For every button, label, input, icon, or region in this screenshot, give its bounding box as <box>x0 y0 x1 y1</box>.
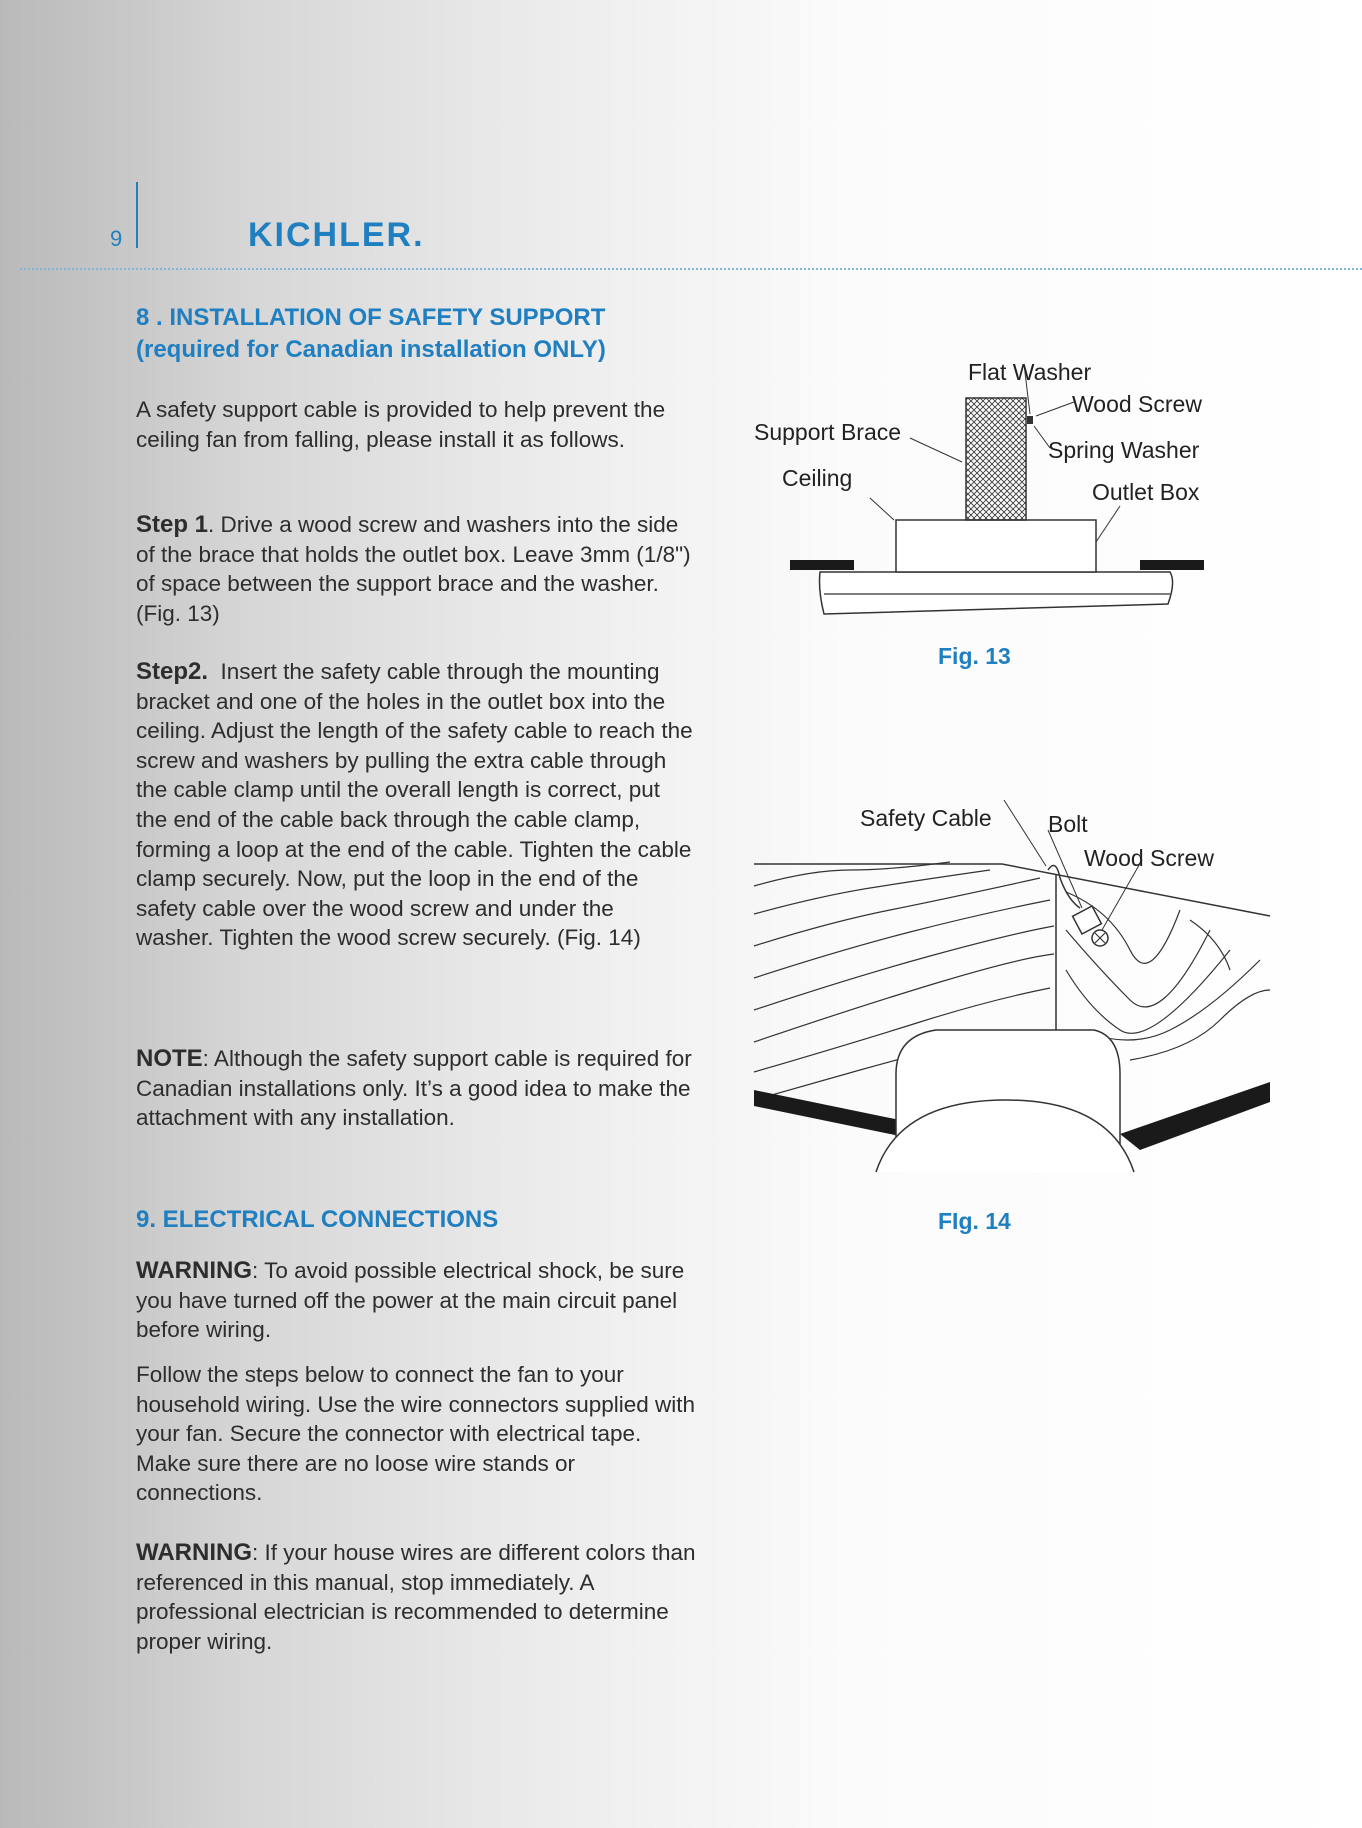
warning-1-text: : To avoid possible electrical shock, be sure you have turned off the power at the main circuit panel before wiring. <box>136 1258 685 1343</box>
safety-cable-shape <box>1048 866 1080 909</box>
ceiling-slab-left <box>790 560 854 570</box>
step-1-text: . Drive a wood screw and washers into the side of the brace that holds the outlet box. Leave 3mm (1/8") of space between the support brace and the washer. (Fig. 13) <box>136 512 691 626</box>
drywall-right <box>1120 1082 1270 1150</box>
warning-2 <box>136 1538 696 1656</box>
label-safety-cable: Safety Cable <box>860 805 992 831</box>
section-8 <box>136 302 696 366</box>
note-label: NOTE <box>136 1045 203 1072</box>
label-wood-screw-14: Wood Screw <box>1084 845 1214 871</box>
intro-text: A safety support cable is provided to help prevent the ceiling fan from falling, please install it as follows. <box>136 397 666 452</box>
warning-2-text: : If your house wires are different colors than referenced in this manual, stop immediately. A professional electrician is recommended to determine proper wiring. <box>136 1540 696 1654</box>
step-1-label: Step 1 <box>136 511 209 538</box>
label-bolt: Bolt <box>1048 811 1088 837</box>
warning-1 <box>136 1256 696 1345</box>
label-outlet-box: Outlet Box <box>1092 479 1200 505</box>
brand-logo: KICHLER. <box>248 216 425 254</box>
step-2-label: Step2. <box>136 658 209 685</box>
wood-screw-shape <box>1027 416 1033 424</box>
section-8-intro <box>136 395 696 454</box>
warning-1-label: WARNING <box>136 1257 252 1284</box>
fig-14-caption: FIg. 14 <box>938 1208 1011 1234</box>
label-wood-screw: Wood Screw <box>1072 391 1202 417</box>
fig-13-caption: Fig. 13 <box>938 643 1011 669</box>
wiring-paragraph <box>136 1360 696 1508</box>
section-9 <box>136 1204 696 1236</box>
fig-13-diagram <box>740 350 1260 630</box>
note <box>136 1044 696 1133</box>
step-1 <box>136 510 696 628</box>
ceiling-slab-right <box>1140 560 1204 570</box>
section-8-title-line1: 8 . INSTALLATION OF SAFETY SUPPORT <box>136 304 606 331</box>
warning-2-label: WARNING <box>136 1539 252 1566</box>
step-2 <box>136 657 696 953</box>
label-support-brace: Support Brace <box>754 419 902 445</box>
section-9-title: 9. ELECTRICAL CONNECTIONS <box>136 1206 499 1233</box>
label-spring-washer: Spring Washer <box>1048 437 1200 463</box>
wiring-text: Follow the steps below to connect the fan to your household wiring. Use the wire connectors supplied with your fan. Secure the connector with electrical tape. Make sure there are no loose wire stands or connections. <box>136 1362 696 1506</box>
fig-14-diagram <box>750 800 1280 1180</box>
section-8-title-line2: (required for Canadian installation ONLY) <box>136 336 606 363</box>
drywall-left <box>754 1090 900 1136</box>
label-flat-washer: Flat Washer <box>968 359 1092 385</box>
page-number: 9 <box>110 226 123 251</box>
ceiling-canopy-shape <box>820 572 1173 614</box>
step-2-text: Insert the safety cable through the mounting bracket and one of the holes in the outlet box into the ceiling. Adjust the length of the safety cable to reach the screw and washers by pulling the extra cable through the cable clamp until the overall length is correct, put the end of the cable back through the cable clamp, forming a loop at the end of the cable. Tighten the cable clamp securely. Now, put the loop in the end of the safety cable over the wood screw and under the washer. Tighten the wood screw securely. (Fig. 14) <box>136 659 693 951</box>
outlet-box-shape <box>896 520 1096 572</box>
header-divider <box>136 182 138 248</box>
note-text: : Although the safety support cable is required for Canadian installations only. It’s a good idea to make the attachment with any installation. <box>136 1046 692 1131</box>
support-brace-shape <box>966 398 1026 520</box>
header-dotted-rule <box>20 268 1362 270</box>
label-ceiling: Ceiling <box>782 465 853 491</box>
